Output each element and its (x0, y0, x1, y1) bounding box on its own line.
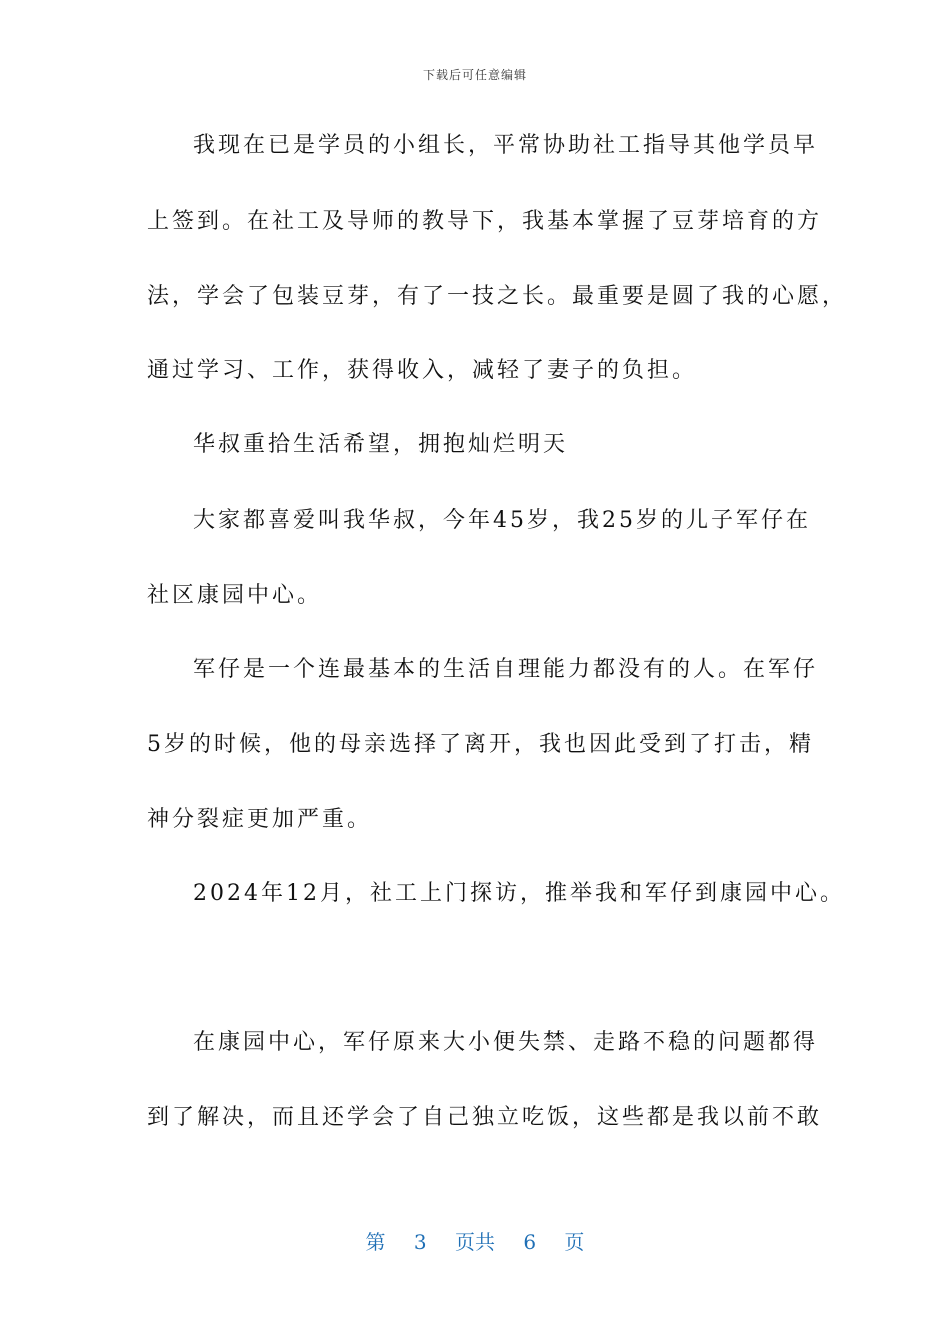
body-line: 大家都喜爱叫我华叔，今年45岁，我25岁的儿子军仔在 (193, 508, 811, 533)
page-number-footer: 第 3 页共 6 页 (365, 1230, 585, 1254)
body-line: 上签到。在社工及导师的教导下，我基本掌握了豆芽培育的方 (147, 209, 823, 234)
page-header: 下载后可任意编辑 (422, 68, 527, 82)
body-line: 到了解决，而且还学会了自己独立吃饭，这些都是我以前不敢 (147, 1105, 823, 1130)
body-line: 5岁的时候，他的母亲选择了离开，我也因此受到了打击，精 (147, 732, 814, 757)
body-line: 军仔是一个连最基本的生活自理能力都没有的人。在军仔 (193, 657, 819, 682)
body-line: 通过学习、工作，获得收入，减轻了妻子的负担。 (147, 358, 698, 383)
body-line: 神分裂症更加严重。 (147, 807, 373, 832)
body-line: 在康园中心，军仔原来大小便失禁、走路不稳的问题都得 (193, 1030, 819, 1055)
body-line: 法，学会了包装豆芽，有了一技之长。最重要是圆了我的心愿， (147, 284, 848, 309)
section-heading: 华叔重拾生活希望，拥抱灿烂明天 (193, 432, 569, 457)
body-line: 2024年12月，社工上门探访，推举我和军仔到康园中心。 (193, 881, 845, 906)
body-line: 我现在已是学员的小组长，平常协助社工指导其他学员早 (193, 133, 819, 158)
body-line: 社区康园中心。 (147, 583, 323, 608)
